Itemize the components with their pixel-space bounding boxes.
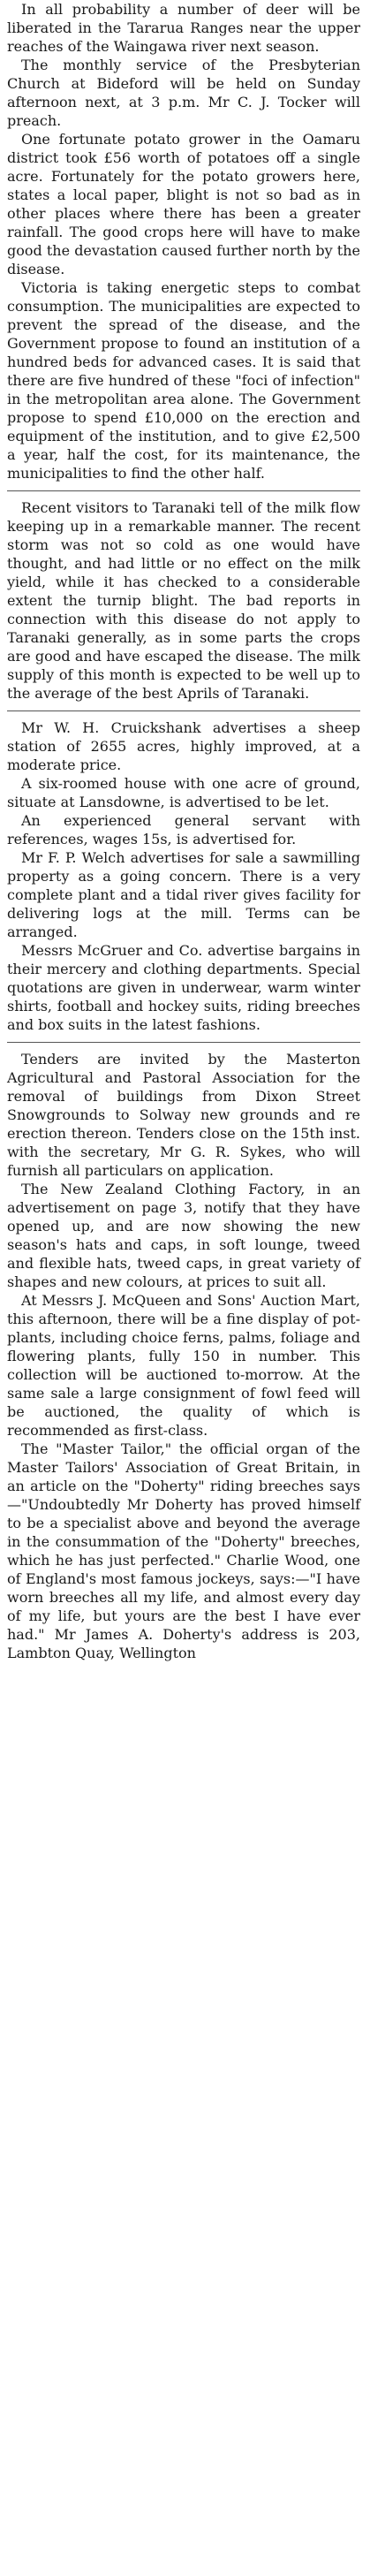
news-column — [7, 0, 360, 1662]
paragraph-clothing-factory: The New Zealand Clothing Factory, in an advertisement on page 3, notify that they have opened up, and are now showing the new season's hats and caps, in soft lounge, tweed and flexible hats, tweed caps, in great variety of shapes and new colours, at prices to suit all. — [7, 1181, 360, 1290]
paragraph-potato-grower: One fortunate potato grower in the Oamaru district took £56 worth of potatoes off a single acre. Fortunately for the potato growers here, states a local paper, blight is not so bad as in other places where there has been a greater rainfall. The good crops here will have to make good the devastation caused further north by the disease. — [7, 131, 360, 277]
paragraph-victoria-consumption: Victoria is taking energetic steps to combat consumption. The municipalities are expected to prevent the spread of the disease, and the Government propose to found an institution of a hundred beds for advanced cases. It is said that there are five hundred of these "foci of infection" in the metropolitan area alone. The Government propose to spend £10,000 on the erection and equipment of the institution, and to give £2,500 a year, half the cost, for its maintenance, the municipalities to find the other half. — [7, 279, 360, 482]
paragraph-sawmill-sale: Mr F. P. Welch advertises for sale a sawmilling property as a going concern. There is a very complete plant and a tidal river gives facility for delivering logs at the mill. Terms can be arranged. — [7, 849, 360, 940]
paragraph-house-to-let: A six-roomed house with one acre of ground, situate at Lansdowne, is advertised to be let. — [7, 775, 360, 810]
paragraph-masterton-tenders: Tenders are invited by the Masterton Agricultural and Pastoral Association for the removal of buildings from Dixon Street Snowgrounds to Solway new grounds and re erection thereon. Tenders close on the 15th inst. with the secretary, Mr G. R. Sykes, who will furnish all particulars on application. — [7, 1051, 360, 1179]
paragraph-mcgruer-bargains: Messrs McGruer and Co. advertise bargains in their mercery and clothing departments. Special quotations are given in underwear, warm winter shirts, football and hockey suits, riding breeches and box suits in the latest fashions. — [7, 942, 360, 1033]
paragraph-master-tailor: The "Master Tailor," the official organ of the Master Tailors' Association of Great Britain, in an article on the "Doherty" riding breeches says—"Undoubtedly Mr Doherty has proved himself to be a specialist above and beyond the average in the consummation of the "Doherty" breeches, which he has just perfected." Charlie Wood, one of England's most famous jockeys, says:—"I have worn breeches all my life, and almost every day of my life, but yours are the best I have ever had." Mr James A. Doherty's address is 203, Lambton Quay, Wellington — [7, 1440, 360, 1661]
column-divider — [7, 490, 360, 491]
paragraph-deer-liberation: In all probability a number of deer will be liberated in the Tararua Ranges near the upper reaches of the Waingawa river next season. — [7, 1, 360, 55]
column-divider — [7, 1042, 360, 1043]
paragraph-taranaki-milk: Recent visitors to Taranaki tell of the milk flow keeping up in a remarkable manner. The recent storm was not so cold as one would have thought, and had little or no effect on the milk yield, while it has checked to a considerable extent the turnip blight. The bad reports in connection with this disease do not apply to Taranaki generally, as in some parts the crops are good and have escaped the disease. The milk supply of this month is expected to be well up to the average of the best Aprils of Taranaki. — [7, 499, 360, 702]
column-divider — [7, 710, 360, 711]
paragraph-sheep-station: Mr W. H. Cruickshank advertises a sheep station of 2655 acres, highly improved, at a moderate price. — [7, 719, 360, 773]
paragraph-church-service: The monthly service of the Presbyterian Church at Bideford will be held on Sunday afternoon next, at 3 p.m. Mr C. J. Tocker will preach. — [7, 57, 360, 129]
paragraph-general-servant: An experienced general servant with references, wages 15s, is advertised for. — [7, 812, 360, 847]
paragraph-mcqueen-auction: At Messrs J. McQueen and Sons' Auction Mart, this afternoon, there will be a fine display of pot-plants, including choice ferns, palms, foliage and flowering plants, fully 150 in number. This collection will be auctioned to-morrow. At the same sale a large consignment of fowl feed will be auctioned, the quality of which is recommended as first-class. — [7, 1292, 360, 1439]
